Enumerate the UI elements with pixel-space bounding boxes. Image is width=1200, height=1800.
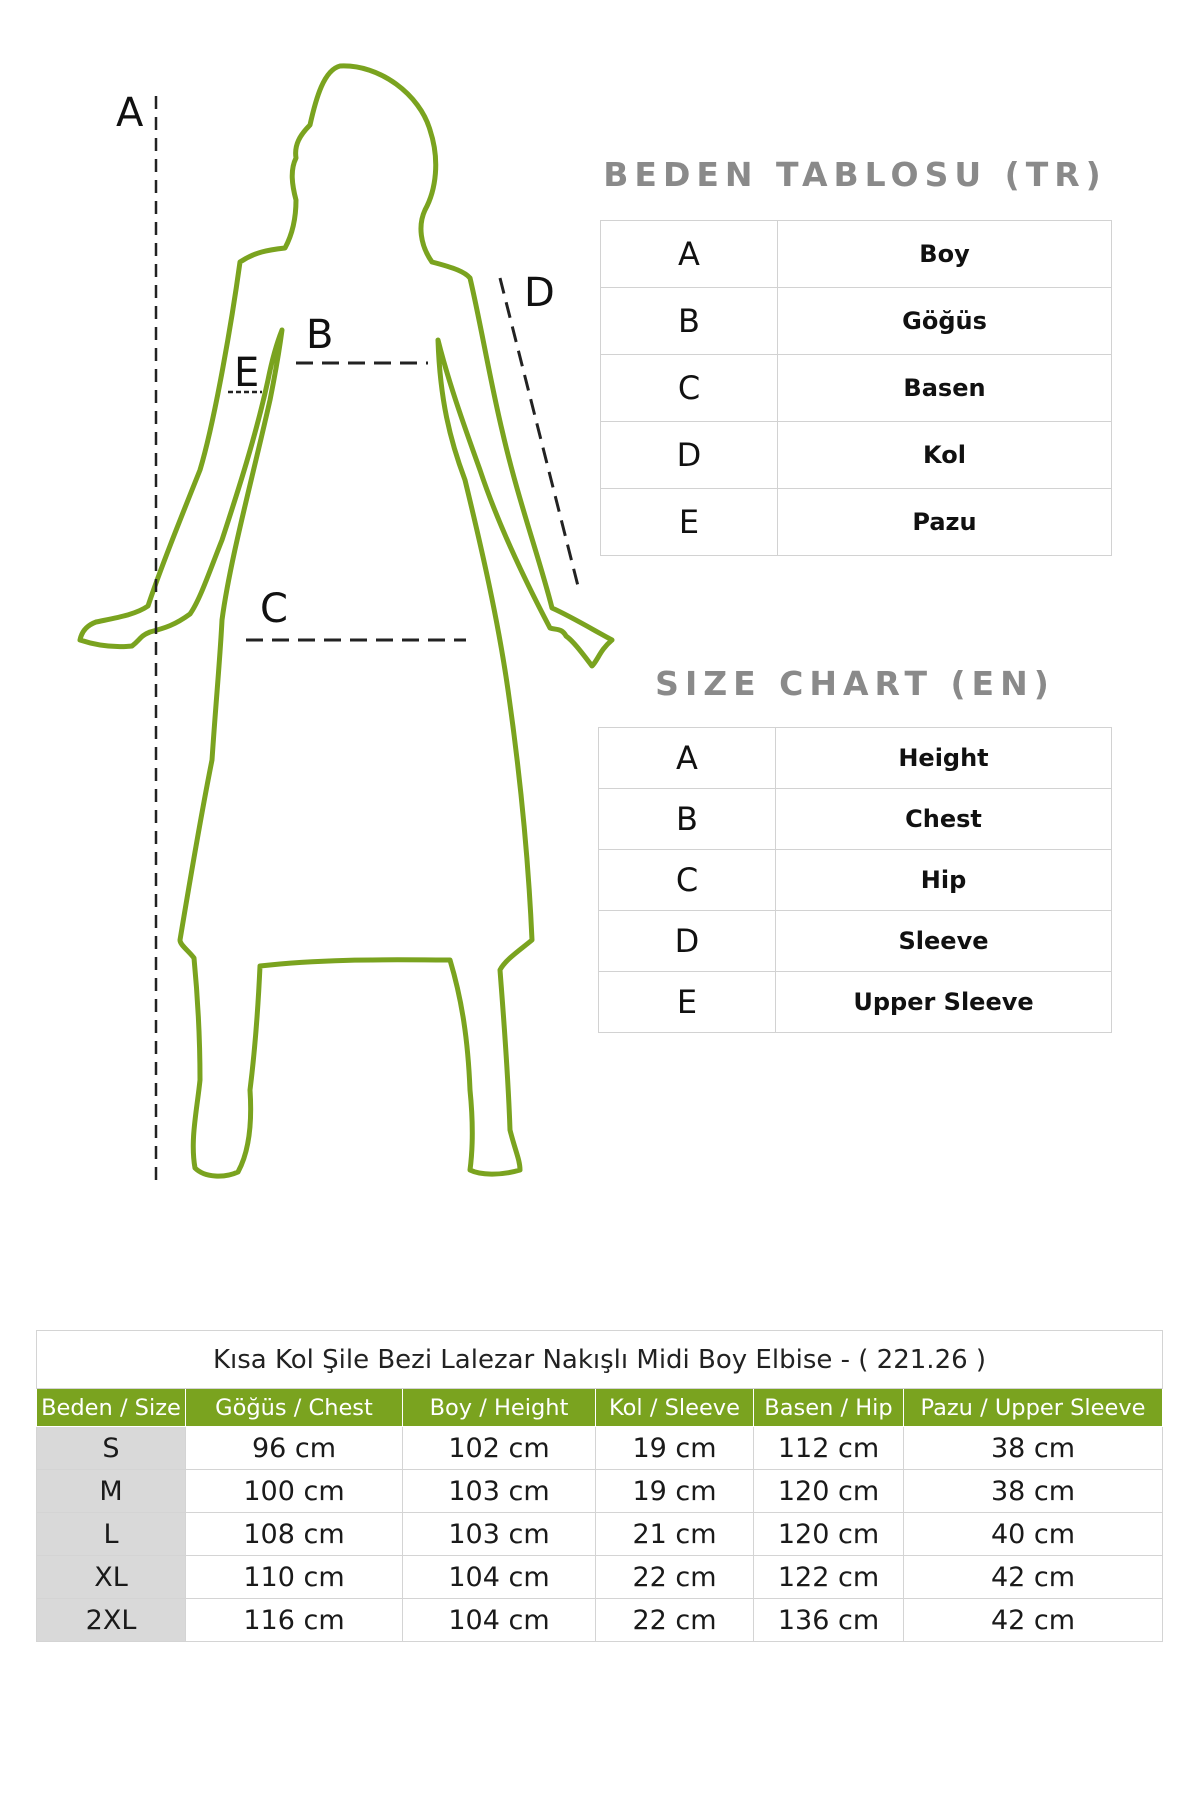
size-cell: L [37,1513,186,1556]
size-cell: XL [37,1556,186,1599]
label-a: A [116,90,144,136]
measurement-figure [0,0,640,1210]
upper-sleeve-cell: 40 cm [904,1513,1163,1556]
height-cell: 103 cm [403,1513,596,1556]
label-e: E [234,350,260,396]
table-row [37,1470,1163,1513]
column-header-chest: Göğüs / Chest [186,1389,403,1427]
upper-sleeve-cell: 38 cm [904,1470,1163,1513]
height-cell: 103 cm [403,1470,596,1513]
chest-cell: 96 cm [186,1427,403,1470]
hip-cell: 112 cm [754,1427,904,1470]
sleeve-cell: 19 cm [596,1427,754,1470]
dress-silhouette [80,66,612,1176]
tr-value: Göğüs [778,288,1112,355]
sleeve-cell: 19 cm [596,1470,754,1513]
en-row-a [599,728,1112,789]
product-title: Kısa Kol Şile Bezi Lalezar Nakışlı Midi Boy Elbise - ( 221.26 ) [37,1331,1163,1389]
column-header-hip: Basen / Hip [754,1389,904,1427]
upper-sleeve-cell: 38 cm [904,1427,1163,1470]
chest-cell: 110 cm [186,1556,403,1599]
en-key: D [599,911,776,972]
column-header-sleeve: Kol / Sleeve [596,1389,754,1427]
en-value: Upper Sleeve [776,972,1112,1033]
hip-cell: 120 cm [754,1470,904,1513]
tr-row-d [601,422,1112,489]
upper-sleeve-cell: 42 cm [904,1556,1163,1599]
sleeve-cell: 21 cm [596,1513,754,1556]
label-c: C [260,586,288,632]
tr-value: Pazu [778,489,1112,556]
tr-row-a [601,221,1112,288]
en-key: A [599,728,776,789]
size-table [36,1330,1163,1642]
tr-key: A [601,221,778,288]
height-cell: 104 cm [403,1599,596,1642]
tr-value: Basen [778,355,1112,422]
label-d: D [524,270,555,316]
label-b: B [306,312,334,358]
table-row [37,1599,1163,1642]
en-value: Sleeve [776,911,1112,972]
size-cell: 2XL [37,1599,186,1642]
en-chart-table [598,727,1112,1033]
size-cell: S [37,1427,186,1470]
column-header-size: Beden / Size [37,1389,186,1427]
en-row-b [599,789,1112,850]
table-row [37,1556,1163,1599]
column-header-height: Boy / Height [403,1389,596,1427]
tr-chart-table [600,220,1112,556]
en-value: Hip [776,850,1112,911]
tr-key: B [601,288,778,355]
en-chart-title: SIZE CHART (EN) [655,664,1055,703]
hip-cell: 120 cm [754,1513,904,1556]
height-cell: 102 cm [403,1427,596,1470]
tr-row-e [601,489,1112,556]
upper-sleeve-cell: 42 cm [904,1599,1163,1642]
tr-row-c [601,355,1112,422]
size-cell: M [37,1470,186,1513]
guide-d-line [500,278,578,586]
sleeve-cell: 22 cm [596,1556,754,1599]
en-row-e [599,972,1112,1033]
tr-key: D [601,422,778,489]
table-row [37,1513,1163,1556]
tr-key: E [601,489,778,556]
tr-value: Kol [778,422,1112,489]
en-value: Height [776,728,1112,789]
chest-cell: 116 cm [186,1599,403,1642]
hip-cell: 122 cm [754,1556,904,1599]
en-row-c [599,850,1112,911]
en-key: C [599,850,776,911]
size-table-header [37,1389,1163,1427]
column-header-upper-sleeve: Pazu / Upper Sleeve [904,1389,1163,1427]
height-cell: 104 cm [403,1556,596,1599]
en-key: E [599,972,776,1033]
en-row-d [599,911,1112,972]
en-value: Chest [776,789,1112,850]
sleeve-cell: 22 cm [596,1599,754,1642]
en-key: B [599,789,776,850]
chest-cell: 108 cm [186,1513,403,1556]
tr-row-b [601,288,1112,355]
chest-cell: 100 cm [186,1470,403,1513]
tr-key: C [601,355,778,422]
hip-cell: 136 cm [754,1599,904,1642]
table-row [37,1427,1163,1470]
tr-value: Boy [778,221,1112,288]
tr-chart-title: BEDEN TABLOSU (TR) [603,155,1107,194]
